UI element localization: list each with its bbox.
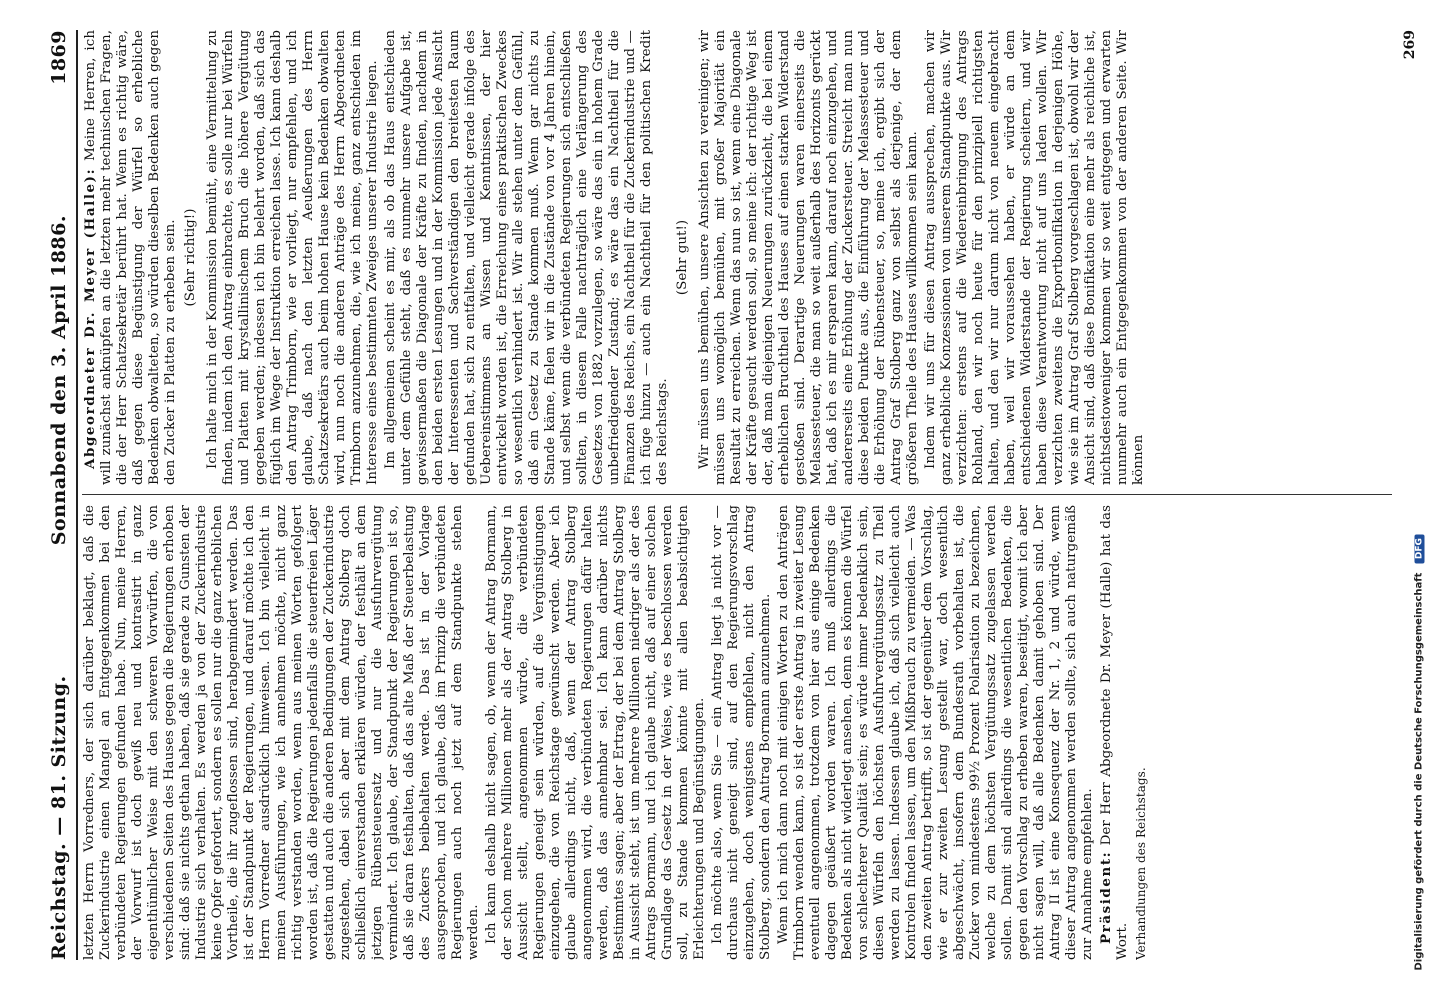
speaker-name: Abgeordneter Dr. Meyer (Halle):	[82, 167, 98, 469]
president-label: Präsident:	[1098, 850, 1114, 944]
header-page-number: 1869	[48, 30, 70, 85]
left-paragraph: letzten Herrn Vorredners, der sich darüber beklagt, daß die Zuckerindustrie einen Mangel an Entgegenkommen bei den verbündeten Regierungen gefunden habe. Nun, meine Herren, der Vorwurf ist doch gewiß neu und kontrastirt in ganz eigenthümlicher Weise mit den schweren Vorwürfen, die von verschiedenen Seiten des Hauses gegen die Regierungen erhoben sind: daß sie nichts gethan haben, daß sie gerade zu Gunsten der Industrie sich verhalten. Es werden ja von der Zuckerindustrie keine Opfer gefordert, sondern es sollen nur die ganz erheblichen Vortheile, die ihr zugeflossen sind, herabgemindert werden. Das ist der Standpunkt der Regierungen, und darauf möchte ich den Herrn Vorredner ausdrücklich hinweisen. Ich bin vielleicht in meinen Ausführungen, wie ich annehmen möchte, nicht ganz richtig verstanden worden, wenn aus meinen Worten gefolgert worden ist, daß die Regierungen jedenfalls die steuerfreien Läger gestatten und auch die anderen Bedingungen der Zuckerindustrie zugestehen, dabei sich aber mit dem Antrag Stolberg doch schließlich einverstanden erklären würden, der festhält an dem jetzigen Rübensteuersatz und nur die Ausfuhrvergütung vermindert. Ich glaube, der Standpunkt der Regierungen ist so, daß sie daran festhalten, daß das alte Maß der Steuerbelastung des Zuckers beibehalten werde. Das ist in der Vorlage ausgesprochen, und ich glaube, daß im Prinzip die verbündeten Regierungen auch noch jetzt auf dem Standpunkte stehen werden.	[82, 505, 481, 960]
left-column	[82, 505, 1392, 960]
left-paragraph: Wenn ich mich dann noch mit einigen Worten zu den Anträgen Trimborn wenden kann, so ist der erste Antrag in zweiter Lesung eventuell angenommen, trotzdem von hier aus einige Bedenken dagegen geäußert worden waren. Ich muß allerdings die Bedenken als nicht widerlegt ansehen, denn es können die Würfel von schlechterer Qualität sein; es würde immer bedenklich sein, diesen Würfeln den höchsten Ausfuhrvergütungssatz zu Theil werden zu lassen. Indessen glaube ich, daß sich vielleicht auch Kontrolen finden lassen, um den Mißbrauch zu vermeiden. — Was den zweiten Antrag betrifft, so ist der gegenüber dem Vorschlag, wie er zur zweiten Lesung gestellt war, doch wesentlich abgeschwächt, insofern dem Bundesrath vorbehalten ist, die Zucker von mindestens 99½ Prozent Polarisation zu bezeichnen, welche zu dem höchsten Vergütungssatz zugelassen werden sollen. Damit sind allerdings die wesentlichen Bedenken, die gegen den Vorschlag zu erheben waren, beseitigt, womit ich aber nicht sagen will, daß alle Bedenken damit gehoben sind. Der Antrag II ist eine Konsequenz der Nr. 1, 2 und würde, wenn dieser Antrag angenommen werden sollte, sich auch naturgemäß zur Annahme empfehlen.	[776, 505, 1095, 960]
left-paragraph: Ich kann deshalb nicht sagen, ob, wenn der Antrag Bormann, der schon mehrere Millionen mehr als der Antrag Stolberg in Aussicht stellt, angenommen würde, die verbündeten Regierungen geneigt sein würden, auf die Vergünstigungen einzugehen, die von Reichstage gewünscht werden. Aber ich glaube allerdings nicht, daß, wenn der Antrag Stolberg angenommen wird, die verbündeten Regierungen dafür halten werden, daß das annehmbar sei. Ich kann darüber nichts Bestimmtes sagen; aber der Ertrag, der bei dem Antrag Stolberg in Aussicht steht, ist um mehrere Millionen niedriger als der des Antrags Bormann, und ich glaube nicht, daß auf einer solchen Grundlage das Gesetz in der Weise, wie es beschlossen werden soll, zu Stande kommen könnte mit allen beabsichtigten Erleichterungen und Begünstigungen.	[484, 505, 707, 960]
interjection: (Sehr gut!)	[675, 219, 690, 296]
speaker-paragraph	[82, 30, 179, 485]
footer-note: Verhandlungen des Reichstags.	[1134, 767, 1148, 960]
left-paragraph: Ich möchte also, wenn Sie — ein Antrag liegt ja nicht vor — durchaus nicht geneigt sind, auf den Regierungsvorschlag einzugehen, doch wenigstens empfehlen, nicht den Antrag Stolberg, sondern den Antrag Bormann anzunehmen.	[710, 505, 773, 960]
dfg-logo: DFG	[1415, 534, 1425, 563]
interjection: (Sehr richtig!)	[183, 208, 198, 307]
column-divider	[82, 494, 1392, 495]
header-center: Sonnabend den 3. April 1886.	[48, 215, 70, 546]
right-paragraph: Wir müssen uns bemühen, unsere Ansichten zu vereinigen; wir müssen uns womöglich bemühen, mit großer Majorität ein Resultat zu erreichen. Wenn das nun so ist, wenn eine Diagonale der Kräfte gesucht werden soll, so meine ich: der richtige Weg ist der, daß man diejenigen Neuerungen zurückzieht, die bei einem erheblichen Bruchtheil des Hauses auf einen starken Widerstand gestoßen sind. Derartige Neuerungen waren einerseits die Melassesteuer, die man so weit außerhalb des Horizonts gerückt hat, daß ich es mir ersparen kann, darauf noch einzugehen, und andererseits eine Erhöhung der Zuckersteuer. Streicht man nun diese beiden Punkte aus, die Einführung der Melassesteuer und die Erhöhung der Rübensteuer, so, meine ich, ergibt sich der Antrag Graf Stolberg ganz von selbst als derjenige, der dem größeren Theile des Hauses willkommen sein kann.	[697, 30, 920, 485]
page-header	[30, 30, 78, 960]
right-column	[82, 30, 1392, 485]
president-text: Der Herr Abgeordnete Dr. Meyer (Halle) hat das Wort.	[1099, 505, 1130, 960]
page-footer-number: 269	[1402, 30, 1418, 60]
digitization-credit	[1414, 40, 1426, 970]
speaker-text: Meine Herren, ich will zunächst anknüpfen an die letzten mehr technischen Fragen, die der Herr Schatzsekretär berührt hat. Wenn es richtig wäre, daß gegen diese Begünstigung der Würfel so erhebliche Bedenken obwalteten, so würden dieselben Bedenken auch gegen den Zucker in Platten zu erheben sein.	[83, 30, 178, 485]
right-paragraph: Ich halte mich in der Kommission bemüht, eine Vermittelung zu finden, indem ich den Antrag einbrachte, es solle nur bei Würfeln und Platten mit krystallinischem Bruch die höhere Vergütung gegeben werden; indessen ich bin belehrt worden, daß sich das füglich im Wege der Instruktion erreichen lasse. Ich kann deshalb den Antrag Trimborn, wie er vorliegt, nur empfehlen, und ich glaube, daß nach den letzten Aeußerungen des Herrn Schatzsekretärs auch beim hohen Hause kein Bedenken obwalten wird, nun noch die anderen Anträge des Herrn Abgeordneten Trimborn anzunehmen, die, wie ich meine, ganz entschieden im Interesse eines bestimmten Zweiges unserer Industrie liegen.	[205, 30, 380, 485]
digitization-credit-text	[1414, 41, 1425, 971]
digitization-note: Digitalisierung gefördert durch die Deutsche Forschungsgemeinschaft	[1413, 572, 1425, 971]
right-paragraph: Im allgemeinen scheint es mir, als ob das Haus entschieden unter dem Gefühle steht, daß es nunmehr unsere Aufgabe ist, gewissermaßen die Diagonale der Kräfte zu finden, nachdem in den beiden ersten Lesungen und in der Kommission jede Ansicht der Interessenten und Sachverständigen den breitesten Raum gefunden hat, sich zu entfalten, und vielleicht gerade infolge des Uebereinstimmens an Wissen und Kenntnissen, der hier entwickelt worden ist, die Erreichung eines praktischen Zweckes so wesentlich verhindert ist. Wir alle stehen unter dem Gefühl, daß ein Gesetz zu Stande kommen muß. Wenn gar nichts zu Stande käme, fielen wir in die Zustände von vor 4 Jahren hinein, und selbst wenn die verbündeten Regierungen sich entschließen sollten, in diesem Falle nachträglich eine Verlängerung des Gesetzes von 1882 vorzulegen, so wäre das ein in hohem Grade unbefriedigender Zustand; es wäre das ein Nachtheil für die Finanzen des Reichs, ein Nachtheil für die Zuckerindustrie und — ich füge hinzu — auch ein Nachtheil für den politischen Kredit des Reichstags.	[383, 30, 670, 485]
header-left: Reichstag. — 81. Sitzung.	[48, 675, 70, 960]
president-line	[1098, 505, 1131, 960]
right-paragraph: Indem wir uns für diesen Antrag aussprechen, machen wir ganz erhebliche Konzessionen von unserem Standpunkte aus. Wir verzichten: erstens auf die Wiedereinbringung des Antrags Rohland, den wir noch heute für den prinzipiell richtigsten halten, und den wir nur darum nicht von neuem eingebracht haben, weil wir voraussehen haben, er würde an dem entschiedenen Widerstande der Regierung scheitern, und wir haben diese Verantwortung nicht auf uns laden wollen. Wir verzichten zweitens die Exportbonifikation in derjenigen Höhe, wie sie im Antrag Graf Stolberg vorgeschlagen ist, obwohl wir der Ansicht sind, daß diese Bonifikation eine mehr als reichliche ist, nichtsdestoweniger kommen wir so weit entgegen und erwarten nunmehr auch ein Entgegenkommen von der anderen Seite. Wir können	[923, 30, 1146, 485]
